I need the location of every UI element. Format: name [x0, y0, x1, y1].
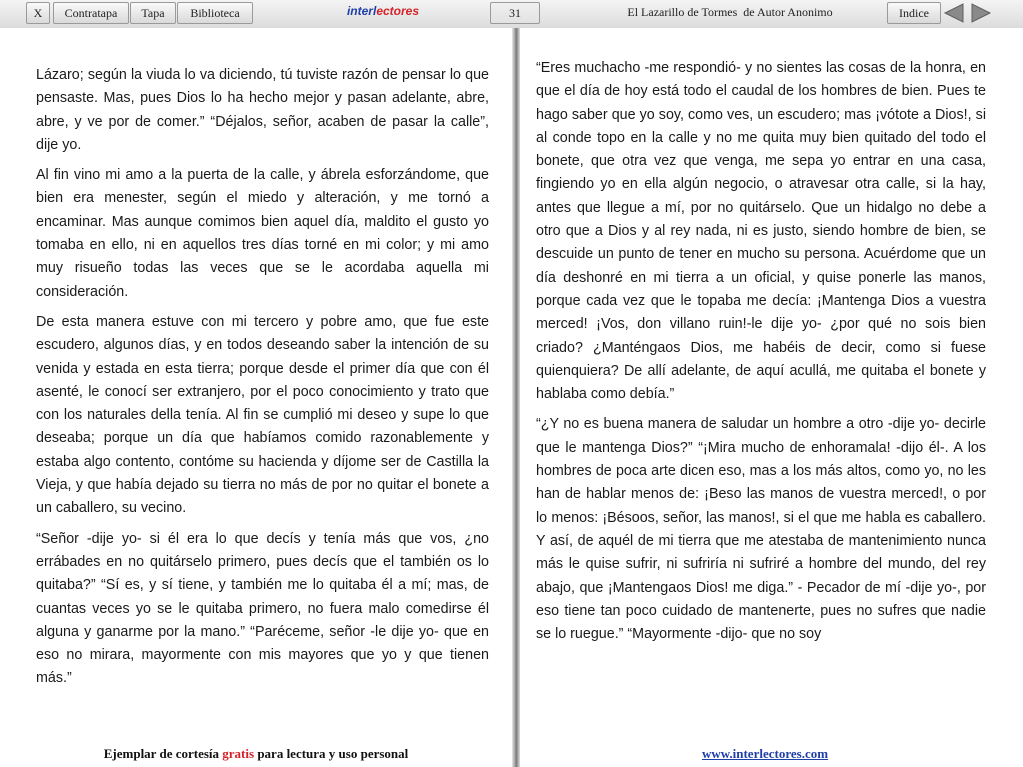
courtesy-footer [0, 746, 512, 762]
page-number-field[interactable]: 31 [490, 2, 540, 24]
index-button[interactable]: Indice [887, 2, 941, 24]
paragraph: Al fin vino mi amo a la puerta de la calle, y ábrela esforzándome, que bien era menester, según el miedo y alteración, y me tornó a encaminar. Mas aunque comimos bien aquel día, maldito el gusto yo tomaba en ello, ni en aquellos tres días torné en mi color; y mi amo muy risueño todas las veces que se le acordaba aquella mi consideración. [36, 167, 489, 300]
cover-button[interactable]: Tapa [130, 2, 176, 24]
library-button[interactable]: Biblioteca [177, 2, 253, 24]
left-page [0, 28, 512, 767]
previous-page-button[interactable] [941, 1, 967, 25]
book-spine [512, 28, 520, 767]
left-page-text [36, 64, 489, 698]
logo-text-part1: interl [346, 4, 377, 18]
interlectores-logo [318, 4, 448, 22]
right-page [520, 28, 1023, 767]
paragraph: “Señor -dije yo- si él era lo que decís y tenía más que vos, ¿no errábades en no quitárselo primero, pues decís que el también os lo quitaba?” “Sí es, y sí tiene, y también me lo quitaba él a mí; mas, de cuantas veces yo se le quitaba primero, no fuera malo comedirse él alguna y ganarme por la mano.” “Paréceme, señor -le dije yo- que en eso no mirara, mayormente con mis mayores que yo y que tienen más.” [36, 530, 489, 687]
triangle-left-icon [943, 3, 965, 23]
paragraph: “Eres muchacho -me respondió- y no sientes las cosas de la honra, en que el día de hoy está todo el caudal de los hombres de bien. Pues te hago saber que yo soy, como ves, un escudero; mas ¡vótote a Dios!, si al conde topo en la calle y no me quita muy bien quitado del todo el bonete, que otra vez que venga, me sepa yo entrar en una casa, fingiendo yo en ella algún negocio, o atravesar otra calle, si la hay, antes que llegue a mí, por no quitárselo. Que un hidalgo no debe a otro que a Dios y al rey nada, ni es justo, siendo hombre de bien, se descuide un punto de tener en mucho su persona. Acuérdome que un día deshonré en mi tierra a un oficial, y quise ponerle las manos, porque cada vez que le topaba me decía: ¡Mantenga Dios a vuestra merced! ¡Vos, don villano ruin!-le dije yo- ¿por qué no sois bien criado? ¿Manténgaos Dios, me habéis de decir, como si fuese quienquiera? De allí adelante, de aquí acullá, me quitaba el bonete y hablaba como debía.” [536, 60, 986, 403]
back-cover-button[interactable]: Contratapa [53, 2, 129, 24]
close-button[interactable]: X [26, 2, 50, 24]
next-page-button[interactable] [968, 1, 994, 25]
footer-text-gratis: gratis [222, 746, 255, 761]
paragraph: De esta manera estuve con mi tercero y pobre amo, que fue este escudero, algunos días, y en todos deseando saber la intención de su venida y estada en esta tierra; porque desde el primer día que con él asenté, le conocí ser extranjero, por el poco conocimiento y trato que con los naturales della tenía. Al fin se cumplió mi deseo y supe lo que deseaba; porque un día que habíamos comido razonablemente y estaba algo contento, contóme su hacienda y díjome ser de Castilla la Vieja, y que había dejado su tierra no más de por no quitar el bonete a un caballero, su vecino. [36, 313, 489, 517]
footer-text-before: Ejemplar de cortesía [103, 746, 223, 761]
logo-text-part2: ectores [376, 4, 420, 18]
triangle-right-icon [970, 3, 992, 23]
footer-text-after: para lectura y uso personal [254, 746, 409, 761]
paragraph: Lázaro; según la viuda lo va diciendo, tú tuviste razón de pensar lo que pensaste. Mas, pues Dios lo ha hecho mejor y pasan adelante, abre, abre, y ve por de comer.” “Déjalos, señor, acaben de pasar la calle”, dije yo. [36, 67, 489, 153]
reader-toolbar [0, 0, 1023, 29]
website-link[interactable]: www.interlectores.com [701, 746, 829, 761]
book-title: El Lazarillo de Tormes de Autor Anonimo [627, 5, 833, 19]
paragraph: “¿Y no es buena manera de saludar un hombre a otro -dije yo- decirle que le mantenga Dios?” “¡Mira mucho de enhoramala! -dijo él-. A los hombres de poca arte dicen eso, mas a los más altos, como yo, no les han de hablar menos de: ¡Beso las manos de vuestra merced!, o por lo menos: ¡Bésoos, señor, las manos!, si el que me habla es caballero. Y así, de aquél de mi tierra que me atestaba de mantenimiento nunca más le quise sufrir, ni sufriría ni sufriré a hombre del mundo, del rey abajo, que ¡Mantengaos Dios! me diga.” - Pecador de mí -dije yo-, por eso tiene tan poco cuidado de mantenerte, pues no sufres que nadie se lo ruegue.” “Mayormente -dijo- que no soy [536, 416, 986, 643]
right-page-text [536, 57, 986, 653]
